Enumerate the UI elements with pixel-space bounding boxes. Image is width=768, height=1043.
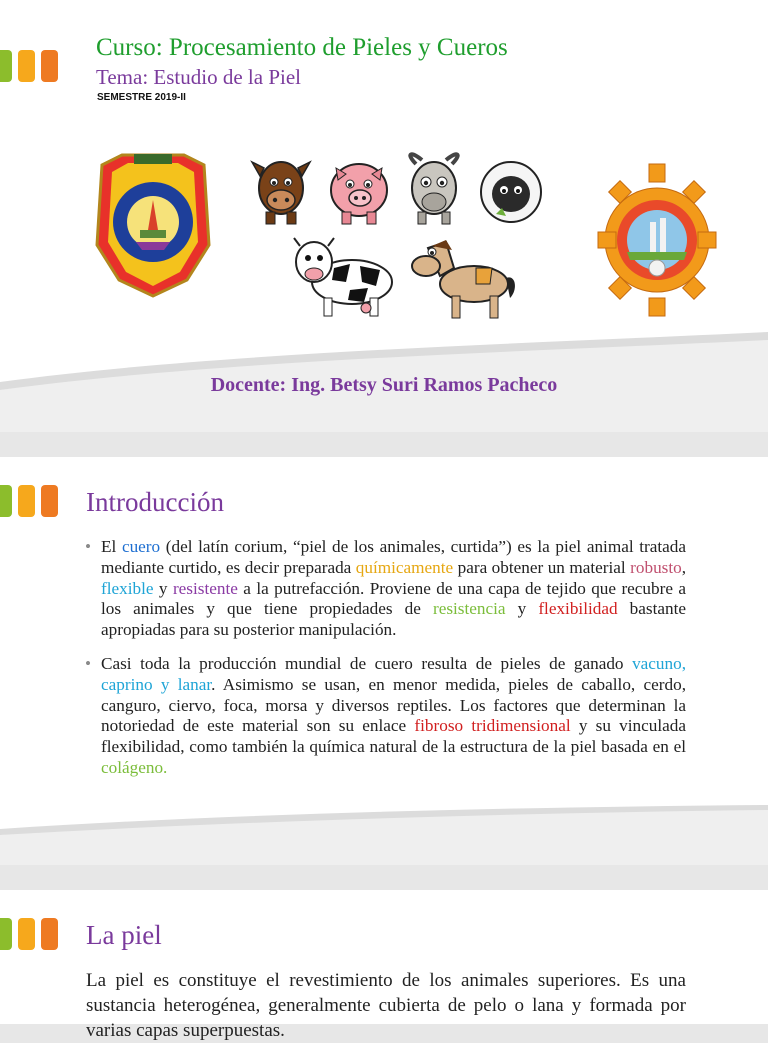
slide-accent-marks — [0, 50, 58, 82]
skin-paragraph: La piel es constituye el revestimiento de los animales superiores. Es una sustancia heterogénea, generalmente cubierta de pelo o lana y formada por varias capas superpuestas. — [86, 970, 686, 1041]
keyword: colágeno. — [101, 757, 168, 777]
cow-head-icon — [248, 152, 314, 226]
keyword: vacuno, caprino y lanar — [101, 653, 686, 694]
teacher-name: Docente: Ing. Betsy Suri Ramos Pacheco — [210, 374, 558, 396]
keyword: cuero — [121, 537, 161, 556]
slide-swoosh — [0, 805, 768, 865]
skin-slide — [0, 890, 768, 1041]
bullet-list — [84, 537, 686, 792]
bullet-item: • El cuero (del latín corium, “piel de los animales, curtida”) es la piel animal tratada mediante curtido, es decir preparada químicamente para obtener un material robusto, flexible y resistente a la putrefacción. Proviene de una capa de tejido que recubre a los animales y que tiene propiedades de resistencia y flexibilidad bastante apropiadas para su posterior manipulación. — [84, 537, 686, 641]
keyword: flexible — [101, 578, 154, 598]
keyword: robusto — [630, 557, 682, 577]
pig-icon — [326, 156, 392, 226]
slide-accent-marks — [0, 485, 58, 517]
horse-icon — [410, 236, 522, 322]
keyword: flexibilidad — [538, 599, 618, 619]
keyword: resistencia — [432, 599, 506, 619]
cow-icon — [290, 236, 398, 322]
course-title: Curso: Procesamiento de Pieles y Cueros — [96, 34, 508, 61]
faculty-logo — [596, 160, 718, 320]
slide-accent-marks — [0, 918, 58, 950]
section-title: Introducción — [86, 487, 224, 517]
title-slide — [0, 0, 768, 432]
keyword: resistente — [172, 578, 238, 598]
goat-icon — [402, 150, 466, 226]
keyword: fibroso tridimensional — [414, 716, 571, 736]
keyword: químicamente — [355, 557, 454, 577]
sheep-icon — [478, 160, 544, 226]
bullet-item: • Casi toda la producción mundial de cuero resulta de pieles de ganado vacuno, caprino y lanar. Asimismo se usan, en menor medida, pieles de caballo, cerdo, canguro, ciervo, foca, morsa y diversos reptiles. Los factores que determinan la notoriedad de este material son su enlace fibroso tridimensional y su vinculada flexibilidad, como también la química natural de la estructura de la piel basada en el colágeno. — [84, 654, 686, 779]
section-title: La piel — [86, 920, 162, 950]
university-logo — [92, 150, 214, 300]
intro-slide — [0, 457, 768, 865]
semester-label: SEMESTRE 2019-II — [97, 92, 186, 103]
topic-title: Tema: Estudio de la Piel — [96, 65, 301, 89]
